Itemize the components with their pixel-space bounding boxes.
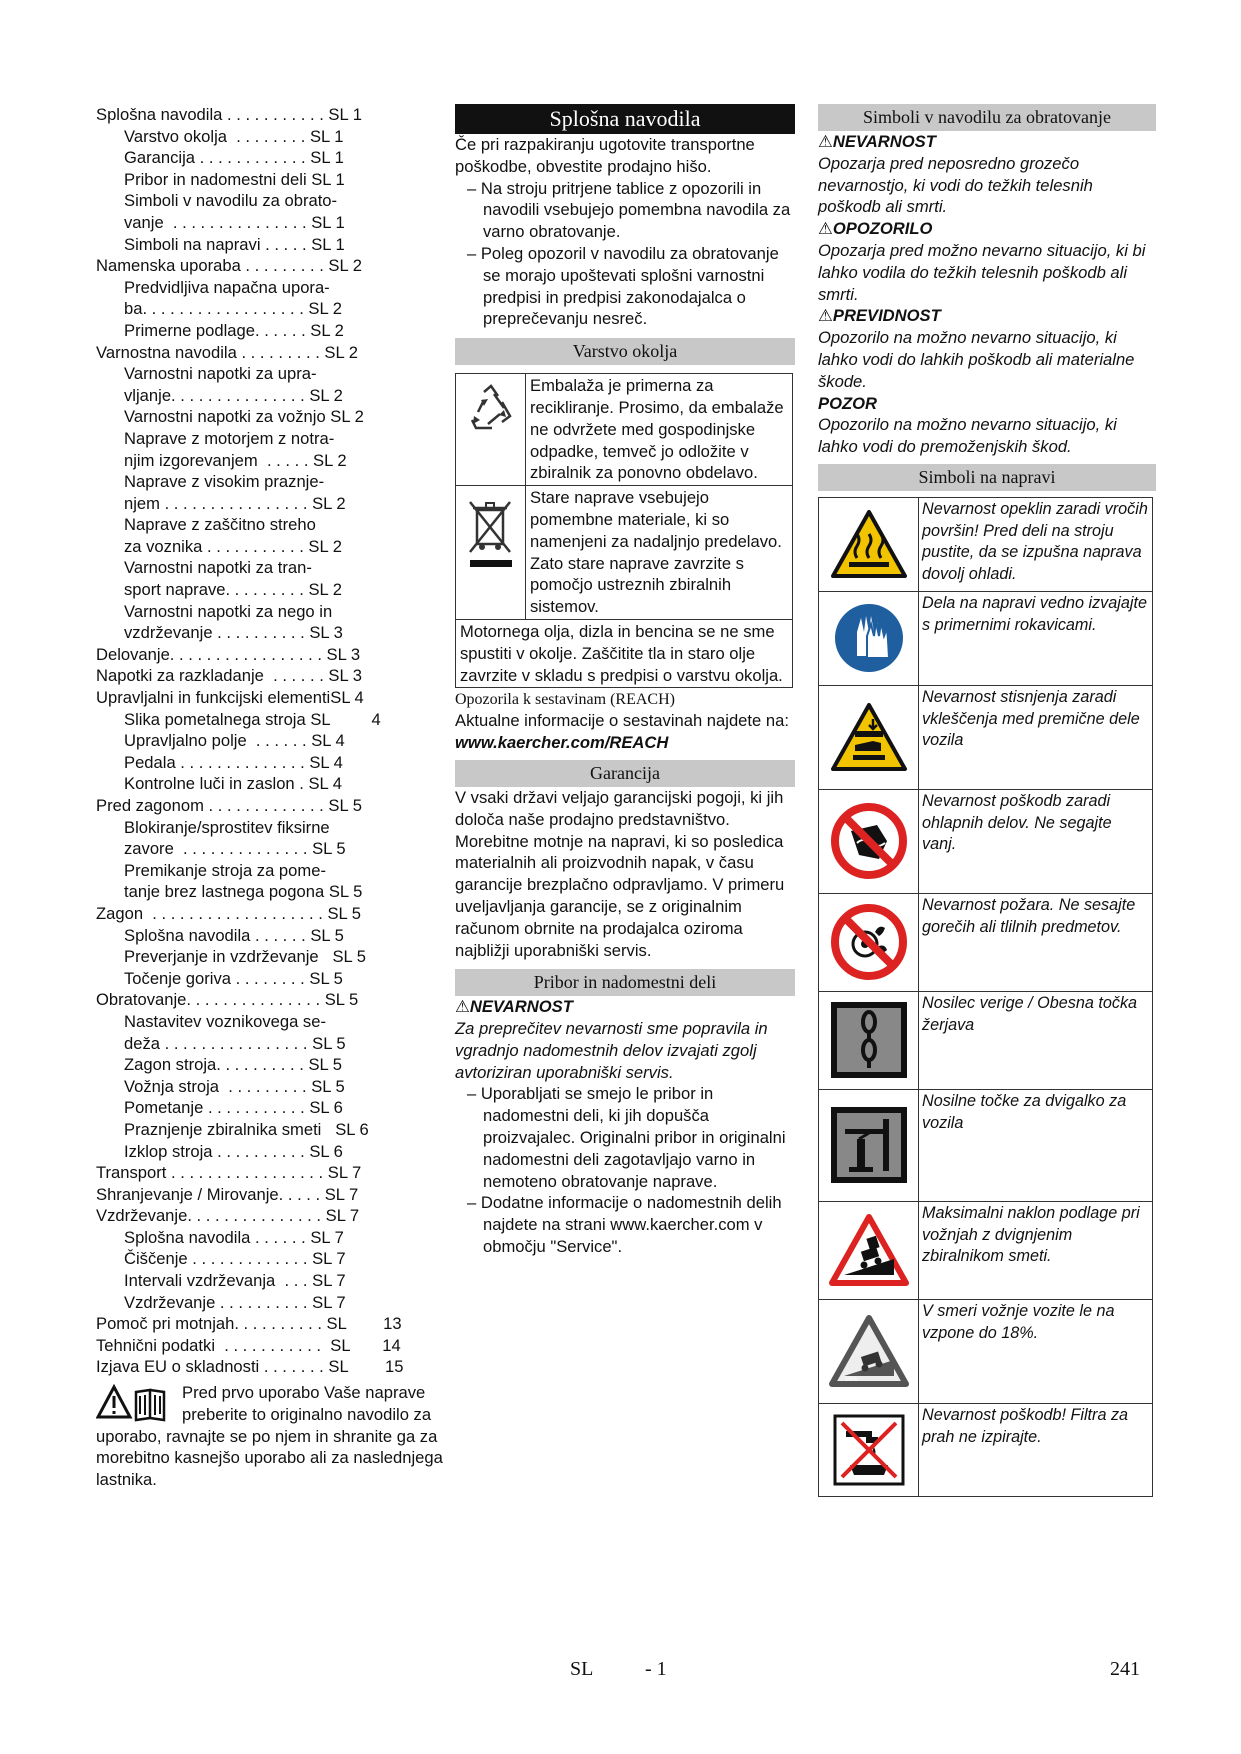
toc-entry[interactable]: Izjava EU o skladnosti . . . . . . . SL 15 (96, 1357, 404, 1377)
toc-entry[interactable]: Varnostni napotki za tran- (124, 558, 312, 578)
device-symbols-table (818, 497, 1153, 1497)
toc-entry[interactable]: deža . . . . . . . . . . . . . . . . SL 5 (124, 1033, 346, 1053)
no-touch-icon (819, 790, 919, 893)
jack-point-icon (819, 1090, 919, 1201)
toc-entry[interactable]: Naprave z motorjem z notra- (124, 428, 335, 448)
general-column (455, 104, 795, 1258)
toc-entry[interactable]: Namenska uporaba . . . . . . . . . SL 2 (96, 256, 362, 276)
reach-link[interactable]: www.kaercher.com/REACH (455, 733, 669, 753)
parts-danger-text: Za preprečitev nevarnosti sme popravila in vgradnjo nadomestnih delov izvajati zgolj avtoriziran uporabniški servis. (455, 1019, 768, 1082)
symbol-row (819, 1090, 1152, 1202)
warranty-text: V vsaki državi veljajo garancijski pogoji, ki jih določa naše prodajno predstavništvo. Morebitne motnje na napravi, ki so posledica materialnih ali proizvodnih napak, v času garancije brezplačno odpravljamo. V primeru uveljavljanja garancije, se z originalnim računom obrnite na prodajalca oziroma najbližji uporabniški servis. (455, 787, 785, 960)
toc-entry[interactable]: njem . . . . . . . . . . . . . . . . SL 2 (124, 493, 346, 513)
toc-entry[interactable]: Čiščenje . . . . . . . . . . . . . SL 7 (124, 1249, 346, 1269)
crossed-bin-icon (456, 486, 526, 619)
symbol-text: Nevarnost požara. Ne sesajte gorečih ali tlilnih predmetov. (922, 895, 1136, 936)
symbol-text: V smeri vožnje vozite le na vzpone do 18%. (922, 1301, 1115, 1342)
toc-entry[interactable]: ba. . . . . . . . . . . . . . . . . . SL 2 (124, 299, 342, 319)
toc-entry[interactable]: Predvidljiva napačna upora- (124, 277, 330, 297)
toc-entry[interactable]: Simboli v navodilu za obrato- (124, 191, 338, 211)
toc-entry[interactable]: Točenje goriva . . . . . . . . SL 5 (124, 968, 343, 988)
toc-entry[interactable]: Primerne podlage. . . . . . SL 2 (124, 320, 344, 340)
toc-entry[interactable]: Nastavitev voznikovega se- (124, 1011, 326, 1031)
caution-title: ⚠PREVIDNOST (818, 306, 941, 326)
toc-entry[interactable]: Zagon stroja. . . . . . . . . . SL 5 (124, 1055, 342, 1075)
symbol-row (819, 992, 1152, 1090)
reach-text: Aktualne informacije o sestavinah najdete na: (455, 711, 789, 731)
gloves-icon (819, 592, 919, 685)
symbol-text: Nevarnost stisnjenja zaradi vkleščenja med premične dele vozila (922, 687, 1140, 750)
symbol-text: Nosilne točke za dvigalko za vozila (922, 1091, 1127, 1132)
section-title-device-symbols: Simboli na napravi (818, 464, 1156, 491)
symbols-column (818, 104, 1156, 1497)
toc-entry[interactable]: Pomoč pri motnjah. . . . . . . . . . SL 13 (96, 1314, 402, 1334)
toc-entry[interactable]: Upravljalno polje . . . . . . SL 4 (124, 731, 345, 751)
toc-entry[interactable]: Pred zagonom . . . . . . . . . . . . . SL 5 (96, 796, 362, 815)
env-row-recycle (456, 374, 792, 486)
symbol-row (819, 894, 1152, 992)
toc-entry[interactable]: Blokiranje/sprostitev fiksirne (124, 817, 330, 837)
notice-text: Opozorilo na možno nevarno situacijo, ki lahko vodi do premoženjskih škod. (818, 415, 1117, 457)
toc-entry[interactable]: Preverjanje in vzdrževanje SL 5 (124, 947, 366, 967)
slope-18-icon (819, 1300, 919, 1403)
symbol-row (819, 790, 1152, 894)
toc-entry[interactable]: vanje . . . . . . . . . . . . . . . SL 1 (124, 212, 345, 232)
svg-text:0%: 0% (844, 1276, 854, 1283)
symbol-row (819, 1202, 1152, 1300)
toc-entry[interactable]: za voznika . . . . . . . . . . . SL 2 (124, 536, 342, 556)
recycle-icon (456, 374, 526, 485)
symbol-row (819, 498, 1152, 592)
symbol-text: Nevarnost poškodb! Filtra za prah ne izpirajte. (922, 1405, 1129, 1446)
toc-entry[interactable]: Slika pometalnega stroja SL 4 (124, 709, 381, 729)
toc-entry[interactable]: Splošna navodila . . . . . . . . . . . SL 1 (96, 105, 362, 124)
symbol-row (819, 1300, 1152, 1404)
toc-entry[interactable]: Vzdrževanje . . . . . . . . . . SL 7 (124, 1292, 346, 1312)
toc-entry[interactable]: Delovanje. . . . . . . . . . . . . . . . . SL 3 (96, 644, 361, 664)
toc-entry[interactable]: Pedala . . . . . . . . . . . . . . SL 4 (124, 752, 343, 772)
crush-hazard-icon (819, 686, 919, 789)
bullet-original-parts: – Uporabljati se smejo le pribor in nadomestni deli, ki jih dopušča proizvajalec. Originalni pribor in originalni nadomestni deli zagotavljajo varno in nemoteno obratovanje naprave. (467, 1084, 786, 1191)
warning-title: ⚠OPOZORILO (818, 219, 933, 239)
svg-text:18%: 18% (844, 1377, 857, 1384)
no-wash-filter-icon (819, 1404, 919, 1496)
toc-entry[interactable]: Intervali vzdrževanja . . . SL 7 (124, 1271, 346, 1291)
toc-column (96, 104, 446, 1491)
symbol-text: Nevarnost opeklin zaradi vročih površin! Pred deli na stroju pustite, da se izpušna naprava dovolj ohladi. (922, 499, 1148, 583)
toc-entry[interactable]: Shranjevanje / Mirovanje. . . . . SL 7 (96, 1184, 359, 1204)
toc-entry[interactable]: Zagon . . . . . . . . . . . . . . . . . . . SL 5 (96, 903, 361, 923)
danger-title: ⚠NEVARNOST (818, 132, 936, 151)
toc-entry[interactable]: tanje brez lastnega pogona SL 5 (124, 882, 363, 902)
hot-surface-icon (819, 498, 919, 591)
toc-entry[interactable]: sport naprave. . . . . . . . . SL 2 (124, 580, 342, 600)
env-oil-text: Motornega olja, dizla in bencina se ne sme spustiti v okolje. Zaščitite tla in staro olje zavrzite v skladu s predpisi o varstvu okolja. (460, 621, 783, 685)
toc-entry[interactable]: vljanje. . . . . . . . . . . . . . . SL 2 (124, 385, 343, 405)
symbol-text: Maksimalni naklon podlage pri vožnjah z dvignjenim zbiralnikom smeti. (922, 1203, 1140, 1266)
toc-entry[interactable]: vzdrževanje . . . . . . . . . . SL 3 (124, 623, 343, 643)
toc-entry[interactable]: Naprave z visokim praznje- (124, 472, 325, 492)
warning-text: Opozarja pred možno nevarno situacijo, ki bi lahko vodila do težkih telesnih poškodb ali smrti. (818, 240, 1146, 304)
section-title-manual-symbols: Simboli v navodilu za obratovanje (818, 104, 1156, 131)
toc-entry[interactable]: Kontrolne luči in zaslon . SL 4 (124, 774, 342, 794)
toc-entry[interactable]: Garancija . . . . . . . . . . . . SL 1 (124, 148, 344, 168)
env-row-weee (456, 486, 792, 620)
symbol-row (819, 686, 1152, 790)
bullet-safety-rules: – Poleg opozoril v navodilu za obratovanje se morajo upoštevati splošni varnostni predpisi in predpisi zakonodajalca o preprečevanju nesreč. (467, 243, 779, 329)
no-fire-icon (819, 894, 919, 991)
toc-entry[interactable]: njim izgorevanjem . . . . . SL 2 (124, 450, 347, 470)
symbol-text: Dela na napravi vedno izvajajte s primernimi rokavicami. (922, 593, 1147, 634)
toc-entry[interactable]: Praznjenje zbiralnika smeti SL 6 (124, 1119, 369, 1139)
transport-damage-text: Če pri razpakiranju ugotovite transportne poškodbe, obvestite prodajno hišo. (455, 135, 755, 176)
toc-entry[interactable]: Upravljalni in funkcijski elementiSL 4 (96, 688, 364, 708)
slope-raised-icon (819, 1202, 919, 1299)
toc-entry[interactable]: Napotki za razkladanje . . . . . . SL 3 (96, 666, 362, 686)
reach-title: Opozorila k sestavinam (REACH) (455, 691, 675, 709)
toc-entry[interactable]: Varnostni napotki za upra- (124, 364, 317, 384)
toc-entry[interactable]: Transport . . . . . . . . . . . . . . . . . SL 7 (96, 1163, 362, 1183)
warning-manual-icon (96, 1384, 176, 1422)
section-title-warranty: Garancija (455, 760, 795, 787)
symbol-row (819, 592, 1152, 686)
toc-entry[interactable]: Izklop stroja . . . . . . . . . . SL 6 (124, 1141, 343, 1161)
toc-entry[interactable]: Premikanje stroja za pome- (124, 860, 326, 880)
toc-entry[interactable]: Splošna navodila . . . . . . SL 7 (124, 1227, 344, 1247)
footer-page-number: 241 (1110, 1658, 1140, 1680)
toc-entry[interactable]: Splošna navodila . . . . . . SL 5 (124, 925, 344, 945)
toc-entry[interactable]: Varstvo okolja . . . . . . . . SL 1 (124, 126, 344, 146)
chain-icon (819, 992, 919, 1089)
toc-entry[interactable]: Varnostni napotki za vožnjo SL 2 (124, 407, 364, 427)
toc-entry[interactable]: Obratovanje. . . . . . . . . . . . . . . SL 5 (96, 990, 359, 1010)
table-of-contents (96, 104, 446, 1378)
toc-entry[interactable]: Naprave z zaščitno streho (124, 515, 316, 535)
footer-language: SL (570, 1658, 594, 1680)
toc-entry[interactable]: Pometanje . . . . . . . . . . . SL 6 (124, 1098, 343, 1118)
footer-local-page: - 1 (645, 1658, 667, 1680)
toc-entry[interactable]: Vožnja stroja . . . . . . . . . SL 5 (124, 1076, 345, 1096)
notice-title: POZOR (818, 393, 878, 413)
intro-text: Pred prvo uporabo Vaše naprave preberite to originalno navodilo za uporabo, ravnajte se po njem in shranite ga za morebitno kasnejšo uporabo ali za naslednjega lastnika. (96, 1383, 443, 1490)
intro-note (96, 1382, 446, 1491)
bullet-warning-plates: – Na stroju pritrjene tablice z opozorili in navodili vsebujejo pomembna navodila za varno obratovanje. (467, 178, 791, 242)
symbol-row (819, 1404, 1152, 1496)
bullet-more-info: – Dodatne informacije o nadomestnih delih najdete na strani www.kaercher.com v območju "Service". (467, 1193, 782, 1257)
env-weee-text: Stare naprave vsebujejo pomembne materiale, ki so namenjeni za nadaljnjo predelavo. Zato stare naprave zavrzite s pomočjo ustreznih zbiralnih sistemov. (530, 488, 782, 617)
toc-entry[interactable]: Varnostni napotki za nego in (124, 601, 333, 621)
toc-entry[interactable]: Tehnični podatki . . . . . . . . . . . SL 14 (96, 1335, 401, 1355)
section-title-environment: Varstvo okolja (455, 338, 795, 365)
section-title-general: Splošna navodila (455, 104, 795, 134)
symbol-text: Nevarnost poškodb zaradi ohlapnih delov. Ne segajte vanj. (922, 791, 1112, 854)
toc-entry[interactable]: Simboli na napravi . . . . . SL 1 (124, 234, 345, 254)
toc-entry[interactable]: Pribor in nadomestni deli SL 1 (124, 169, 345, 189)
section-title-parts: Pribor in nadomestni deli (455, 969, 795, 996)
caution-text: Opozorilo na možno nevarno situacijo, ki lahko vodi do lahkih poškodb ali materialne škode. (818, 328, 1135, 391)
toc-entry[interactable]: Vzdrževanje. . . . . . . . . . . . . . . SL 7 (96, 1206, 360, 1226)
environment-table (455, 373, 793, 688)
toc-entry[interactable]: zavore . . . . . . . . . . . . . . SL 5 (124, 839, 346, 859)
toc-entry[interactable]: Varnostna navodila . . . . . . . . . SL 2 (96, 342, 358, 362)
symbol-text: Nosilec verige / Obesna točka žerjava (922, 993, 1138, 1034)
parts-danger-title: ⚠NEVARNOST (455, 997, 573, 1017)
danger-text: Opozarja pred neposredno grozečo nevarnostjo, ki vodi do težkih telesnih poškodb ali smrti. (818, 153, 1093, 217)
env-recycle-text: Embalaža je primerna za recikliranje. Prosimo, da embalaže ne odvržete med gospodinjske odpadke, temveč jo odložite v zbiralnik za ponovno obdelavo. (530, 376, 784, 483)
